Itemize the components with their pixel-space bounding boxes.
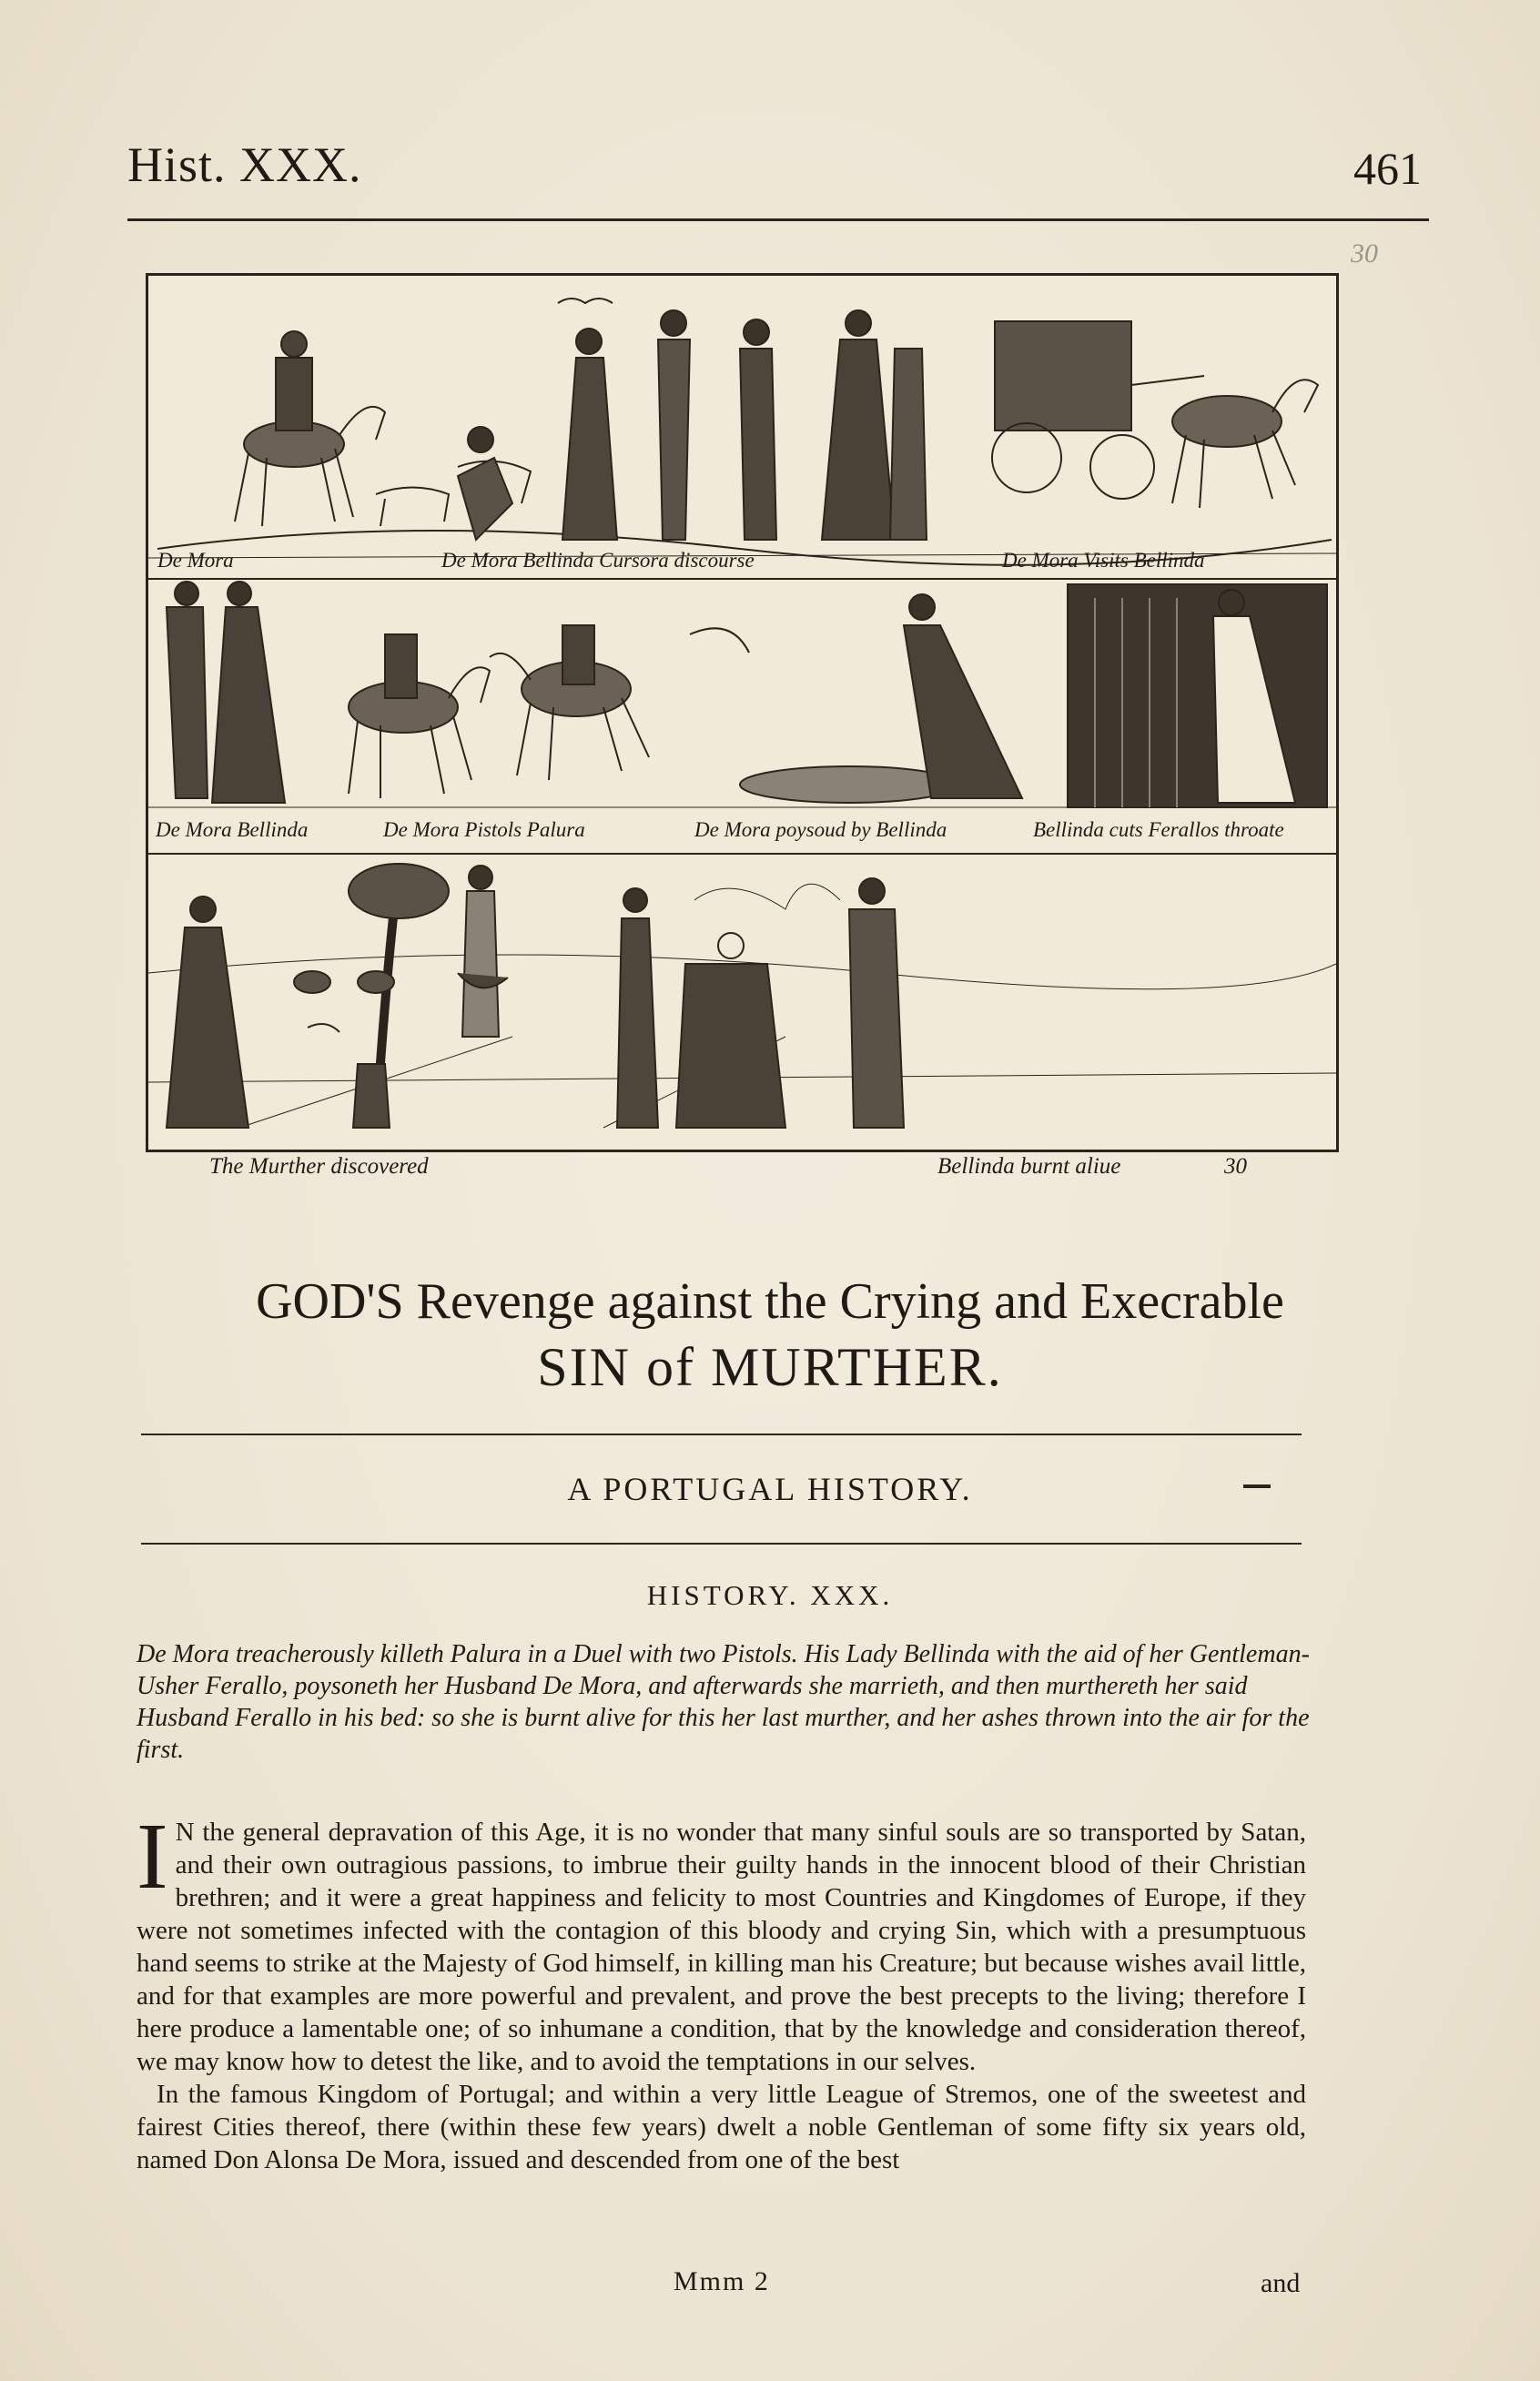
caption-murther-discovered: The Murther discovered	[209, 1154, 429, 1179]
dash-mark	[1243, 1484, 1271, 1488]
history-heading: HISTORY. XXX.	[646, 1579, 894, 1611]
engraving-row-3	[148, 855, 1336, 1150]
plate-row-1	[148, 276, 1336, 580]
title-rule	[141, 1434, 1302, 1435]
engraved-plate	[146, 273, 1339, 1152]
subtitle-rule	[141, 1543, 1302, 1545]
caption-de-mora: De Mora	[157, 549, 234, 572]
plate-row-3	[148, 855, 1336, 1150]
caption-visits: De Mora Visits Bellinda	[1002, 549, 1205, 572]
body-text	[137, 1804, 1306, 2176]
page-number: 461	[1353, 143, 1422, 194]
caption-de-mora-bellinda: De Mora Bellinda	[156, 818, 309, 841]
paragraph-1-text: N the general depravation of this Age, it is no wonder that many sinful souls are so transported by Satan, and their own outragious passions, to imbrue their guilty hands in the innocent blood of their Christian brethren; and it were a great happiness and felicity to most Countries and Kingdomes of Europe, if they were not sometimes infected with the contagion of this bloody and crying Sin, which with a presumptuous hand seems to strike at the Majesty of God himself, in killing man his Creature; but because wishes avail little, and for that examples are more powerful and prevalent, and prove the best precepts to the living; therefore I here produce a lamentable one; of so inhumane a condition, that by the knowledge and consideration thereof, we may know how to detest the like, and to avoid the temptations in our selves.	[137, 1818, 1306, 2076]
caption-cuts-throate: Bellinda cuts Ferallos throate	[1033, 818, 1284, 841]
engraving-row-1	[148, 276, 1336, 578]
history-number: Hist. XXX.	[127, 137, 362, 192]
plate-number: 30	[1224, 1154, 1247, 1179]
paragraph-2: In the famous Kingdom of Portugal; and within a very little League of Stremos, one of the sweetest and fairest Cities thereof, there (within these few years) dwelt a noble Gentleman of some fifty six years old, named Don Alonsa De Mora, issued and descended from one of the best	[137, 2080, 1306, 2174]
caption-poysoud: De Mora poysoud by Bellinda	[694, 818, 947, 841]
argument-summary: De Mora treacherously killeth Palura in a Duel with two Pistols. His Lady Bellinda with the aid of her Gentleman-Usher Ferallo, poysoneth her Husband De Mora, and afterwards she marrieth, and then murthereth her said Husband Ferallo in his bed: so she is burnt alive for this her last murther, and her ashes thrown into the air for the first.	[137, 1640, 1310, 1764]
header-rule	[127, 218, 1429, 221]
subtitle: A PORTUGAL HISTORY.	[567, 1471, 973, 1507]
marginal-note: 30	[1351, 238, 1378, 268]
drop-cap: I	[137, 1804, 168, 1909]
plate-footer	[146, 1154, 1333, 1185]
caption-discourse: De Mora Bellinda Cursora discourse	[441, 549, 755, 572]
signature-mark: Mmm 2	[674, 2266, 770, 2296]
title-line-1: GOD'S Revenge against the Crying and Execrable	[256, 1273, 1284, 1330]
caption-burnt-alive: Bellinda burnt aliue	[937, 1154, 1121, 1179]
catchword: and	[1261, 2268, 1301, 2298]
caption-pistols: De Mora Pistols Palura	[383, 818, 585, 841]
paragraph-1	[137, 1804, 1306, 2078]
title-line-2: SIN of MURTHER.	[537, 1337, 1003, 1397]
engraving-row-2	[148, 580, 1336, 853]
plate-row-2	[148, 580, 1336, 855]
running-head	[127, 137, 1438, 194]
